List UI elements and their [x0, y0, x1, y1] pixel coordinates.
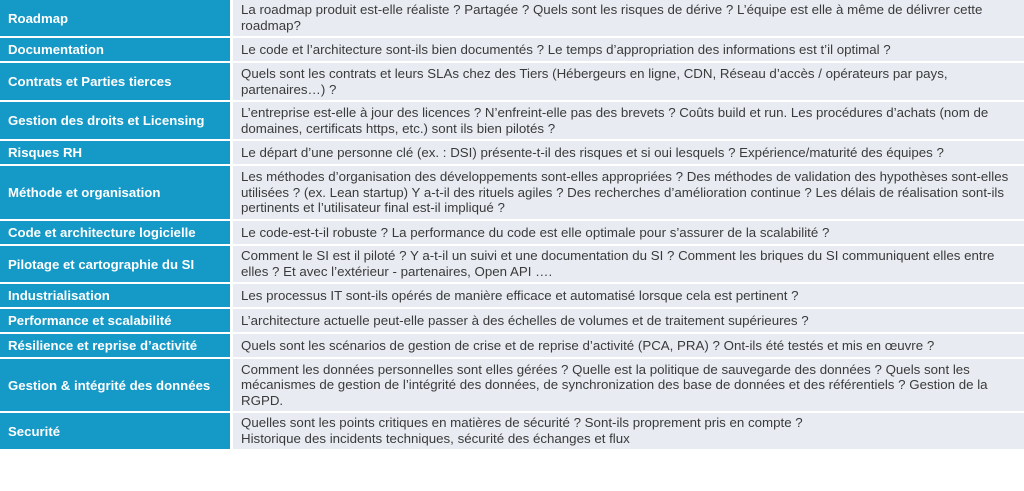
row-description: Le code et l’architecture sont-ils bien documentés ? Le temps d’appropriation des informations est t’il optimal ?: [233, 38, 1024, 63]
row-description: Quelles sont les points critiques en matières de sécurité ? Sont-ils proprement pris en compte ? Historique des incidents techniques, sécurité des échanges et flux: [233, 413, 1024, 451]
row-label: Documentation: [0, 38, 233, 63]
row-label: Roadmap: [0, 0, 233, 38]
row-label: Risques RH: [0, 141, 233, 166]
row-label: Performance et scalabilité: [0, 309, 233, 334]
row-label: Gestion & intégrité des données: [0, 359, 233, 413]
row-description: Les méthodes d’organisation des développements sont-elles appropriées ? Des méthodes de validation des hypothèses sont-elles utilisées ? (ex. Lean startup) Y a-t-il des rituels agiles ? Des recherches d’amélioration continue ? Les délais de réalisation sont-ils pertinents et l’utilisateur final est-il impliqué ?: [233, 166, 1024, 221]
row-description: L’architecture actuelle peut-elle passer à des échelles de volumes et de traitement supérieures ?: [233, 309, 1024, 334]
row-label: Pilotage et cartographie du SI: [0, 246, 233, 284]
row-description: Comment les données personnelles sont elles gérées ? Quelle est la politique de sauvegarde des données ? Quels sont les mécanismes de gestion de l’intégrité des données, de synchronization des base de données et des référentiels ? Gestion de la RGPD.: [233, 359, 1024, 413]
row-label: Industrialisation: [0, 284, 233, 309]
row-label: Code et architecture logicielle: [0, 221, 233, 246]
row-label: Méthode et organisation: [0, 166, 233, 221]
row-label: Résilience et reprise d’activité: [0, 334, 233, 359]
row-description: L’entreprise est-elle à jour des licences ? N’enfreint-elle pas des brevets ? Coûts build et run. Les procédures d’achats (nom de domaines, certificats https, etc.) sont ils bien pilotés ?: [233, 102, 1024, 141]
row-description: Les processus IT sont-ils opérés de manière efficace et automatisé lorsque cela est pertinent ?: [233, 284, 1024, 309]
row-description: Le départ d’une personne clé (ex. : DSI) présente-t-il des risques et si oui lesquels ? Expérience/maturité des équipes ?: [233, 141, 1024, 166]
row-description: Le code-est-t-il robuste ? La performance du code est elle optimale pour s’assurer de la scalabilité ?: [233, 221, 1024, 246]
row-label: Securité: [0, 413, 233, 451]
row-description: La roadmap produit est-elle réaliste ? Partagée ? Quels sont les risques de dérive ? L’équipe est elle à même de délivrer cette roadmap?: [233, 0, 1024, 38]
row-label: Gestion des droits et Licensing: [0, 102, 233, 141]
row-description: Comment le SI est il piloté ? Y a-t-il un suivi et une documentation du SI ? Comment les briques du SI communiquent elles entre elles ? Et avec l’extérieur - partenaires, Open API ….: [233, 246, 1024, 284]
row-label: Contrats et Parties tierces: [0, 63, 233, 102]
row-description: Quels sont les contrats et leurs SLAs chez des Tiers (Hébergeurs en ligne, CDN, Réseau d’accès / opérateurs par pays, partenaires…) ?: [233, 63, 1024, 102]
row-description: Quels sont les scénarios de gestion de crise et de reprise d’activité (PCA, PRA) ? Ont-ils été testés et mis en œuvre ?: [233, 334, 1024, 359]
